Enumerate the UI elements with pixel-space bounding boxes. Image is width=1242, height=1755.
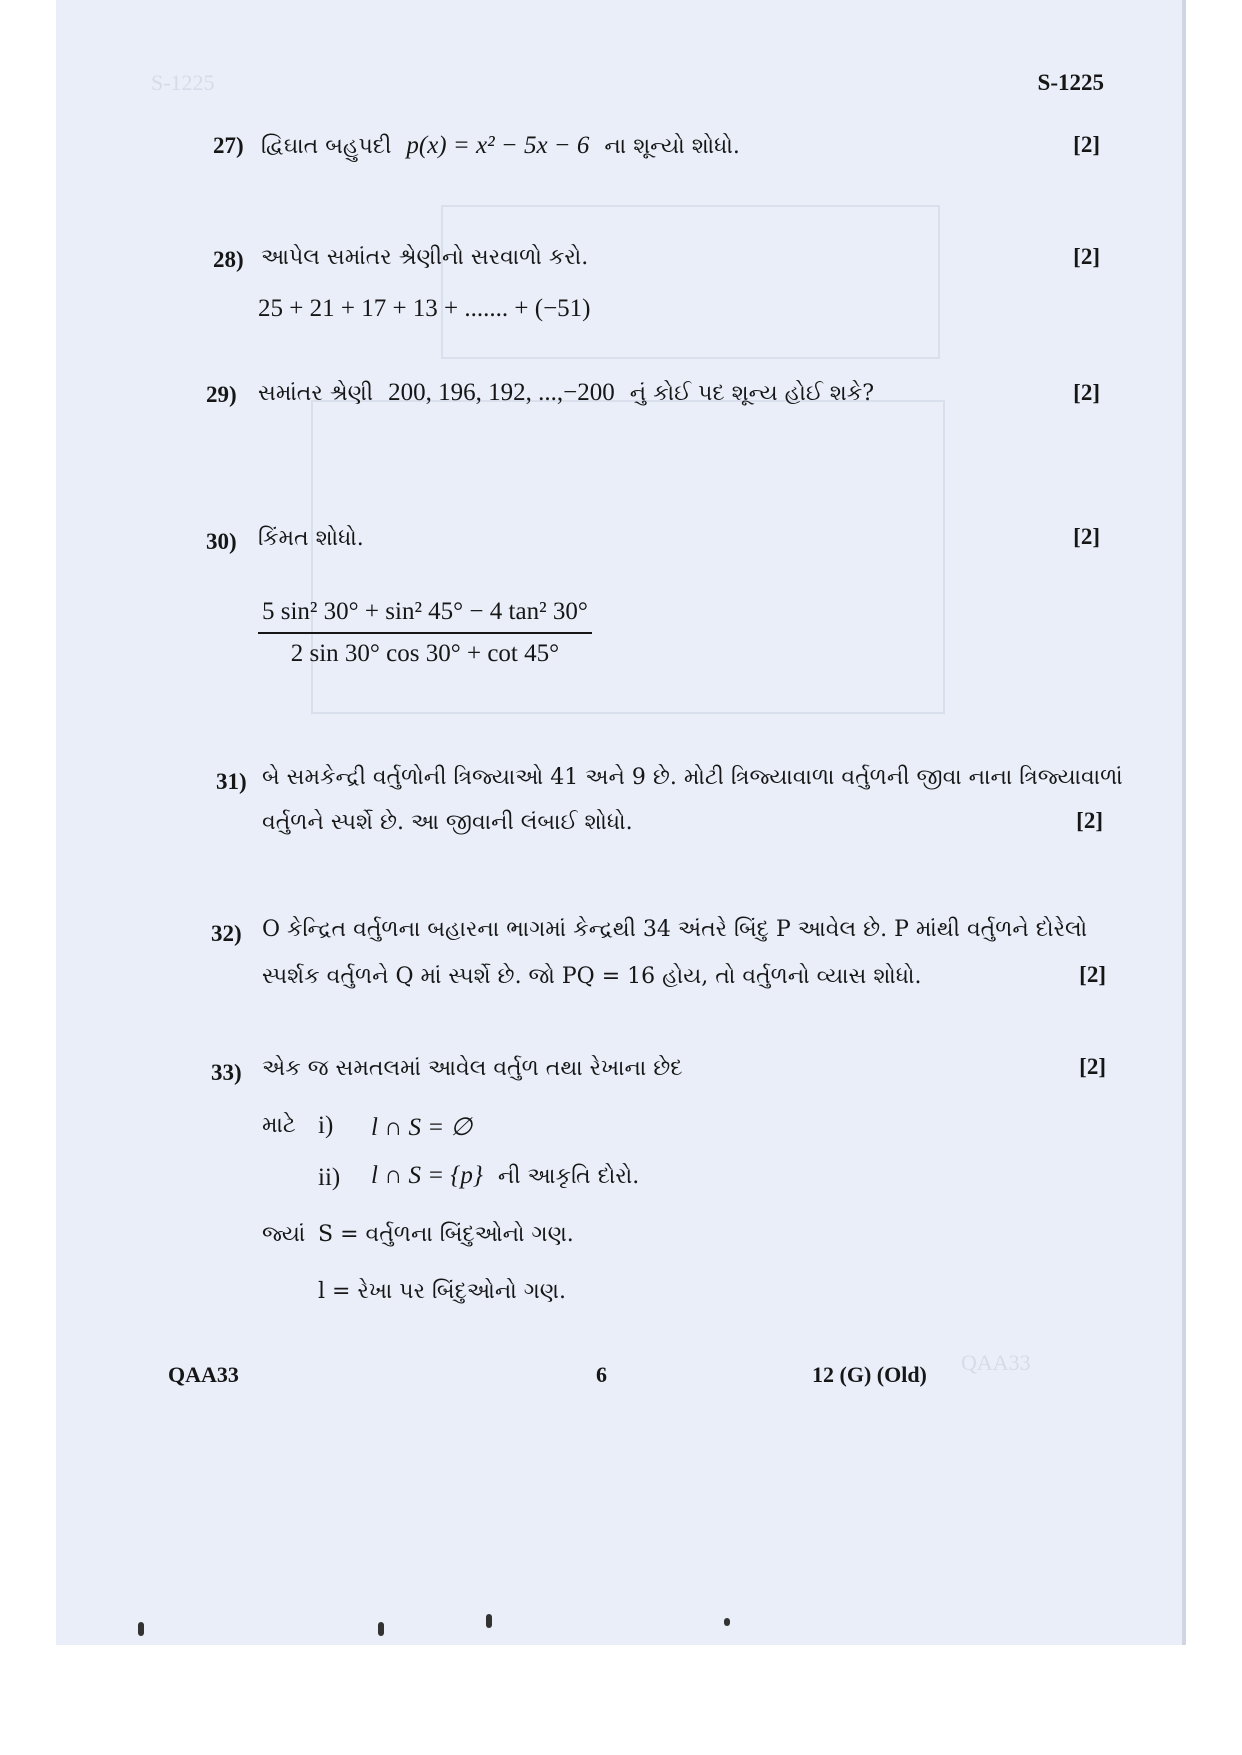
marks: [2] bbox=[1079, 962, 1106, 987]
question-text: બે સમકેન્દ્રી વર્તુળોની ત્રિજ્યાઓ 41 અને 9 છે. મોટી ત્રિજ્યાવાળા વર્તુળની જીવા નાના ત્રિજ્યાવાળાં bbox=[262, 765, 1123, 790]
footer-code: QAA33 bbox=[168, 1362, 239, 1387]
scan-speck bbox=[724, 1618, 730, 1626]
question-text: કિંમત શોધો. bbox=[258, 526, 364, 551]
item-label: i) bbox=[318, 1112, 334, 1139]
definition-s: S = વર્તુળના બિંદુઓનો ગણ. bbox=[318, 1222, 574, 1247]
fraction-numerator: 5 sin² 30° + sin² 45° − 4 tan² 30° bbox=[258, 598, 592, 634]
bleed-through-table-1 bbox=[441, 205, 940, 359]
bleed-through-footer: QAA33 bbox=[961, 1350, 1031, 1375]
item-label: ii) bbox=[318, 1164, 341, 1191]
question-number: 32) bbox=[211, 921, 242, 946]
trig-fraction bbox=[258, 598, 592, 668]
question-text: ની આકૃતિ દોરો. bbox=[497, 1164, 640, 1189]
marks: [2] bbox=[1073, 244, 1100, 269]
question-number: 28) bbox=[213, 247, 244, 272]
question-number: 30) bbox=[206, 529, 237, 554]
question-text: એક જ સમતલમાં આવેલ વર્તુળ તથા રેખાના છેદ bbox=[262, 1056, 683, 1081]
where-label: જ્યાં bbox=[262, 1222, 306, 1247]
scan-speck bbox=[378, 1622, 384, 1636]
marks: [2] bbox=[1079, 1054, 1106, 1079]
page-number: 6 bbox=[596, 1362, 607, 1387]
question-27-text bbox=[261, 132, 740, 160]
marks: [2] bbox=[1073, 380, 1100, 405]
question-text: ના શૂન્યો શોધો. bbox=[604, 134, 740, 159]
polynomial: p(x) = x² − 5x − 6 bbox=[406, 132, 590, 159]
set-expression: l ∩ S = {p} bbox=[371, 1162, 483, 1189]
paper-code: S-1225 bbox=[1037, 70, 1104, 95]
question-text: નું કોઈ પદ શૂન્ય હોઈ શકે? bbox=[629, 381, 875, 406]
question-text: વર્તુળને સ્પર્શે છે. આ જીવાની લંબાઈ શોધો. bbox=[262, 810, 633, 835]
question-text: આપેલ સમાંતર શ્રેણીનો સરવાળો કરો. bbox=[261, 245, 589, 270]
series: 200, 196, 192, ...,−200 bbox=[388, 379, 615, 406]
footer-version: 12 (G) (Old) bbox=[812, 1362, 927, 1387]
question-text: O કેન્દ્રિત વર્તુળના બહારના ભાગમાં કેન્દ્રથી 34 અંતરે બિંદુ P આવેલ છે. P માંથી વર્તુળને દોરેલો bbox=[262, 917, 1088, 942]
question-29-text bbox=[258, 379, 874, 407]
exam-page bbox=[56, 0, 1186, 1645]
marks: [2] bbox=[1073, 524, 1100, 549]
fraction-denominator: 2 sin 30° cos 30° + cot 45° bbox=[290, 640, 560, 667]
definition-l: l = રેખા પર બિંદુઓનો ગણ. bbox=[318, 1279, 566, 1304]
question-text: સ્પર્શક વર્તુળને Q માં સ્પર્શે છે. જો PQ = 16 હોય, તો વર્તુળનો વ્યાસ શોધો. bbox=[262, 964, 922, 989]
question-number: 31) bbox=[216, 769, 247, 794]
marks: [2] bbox=[1073, 132, 1100, 157]
for-label: માટે bbox=[262, 1113, 296, 1138]
scan-speck bbox=[486, 1614, 492, 1628]
set-expression: l ∩ S = ∅ bbox=[371, 1114, 473, 1141]
bleed-through-code: S-1225 bbox=[151, 70, 215, 95]
question-text: સમાંતર શ્રેણી bbox=[258, 381, 374, 406]
scan-speck bbox=[138, 1622, 144, 1636]
question-text: દ્વિઘાત બહુપદી bbox=[261, 134, 392, 159]
series: 25 + 21 + 17 + 13 + ....... + (−51) bbox=[258, 295, 591, 322]
question-number: 29) bbox=[206, 382, 237, 407]
marks: [2] bbox=[1076, 808, 1103, 833]
question-number: 33) bbox=[211, 1060, 242, 1085]
question-number: 27) bbox=[213, 133, 244, 158]
item-ii bbox=[371, 1162, 639, 1190]
